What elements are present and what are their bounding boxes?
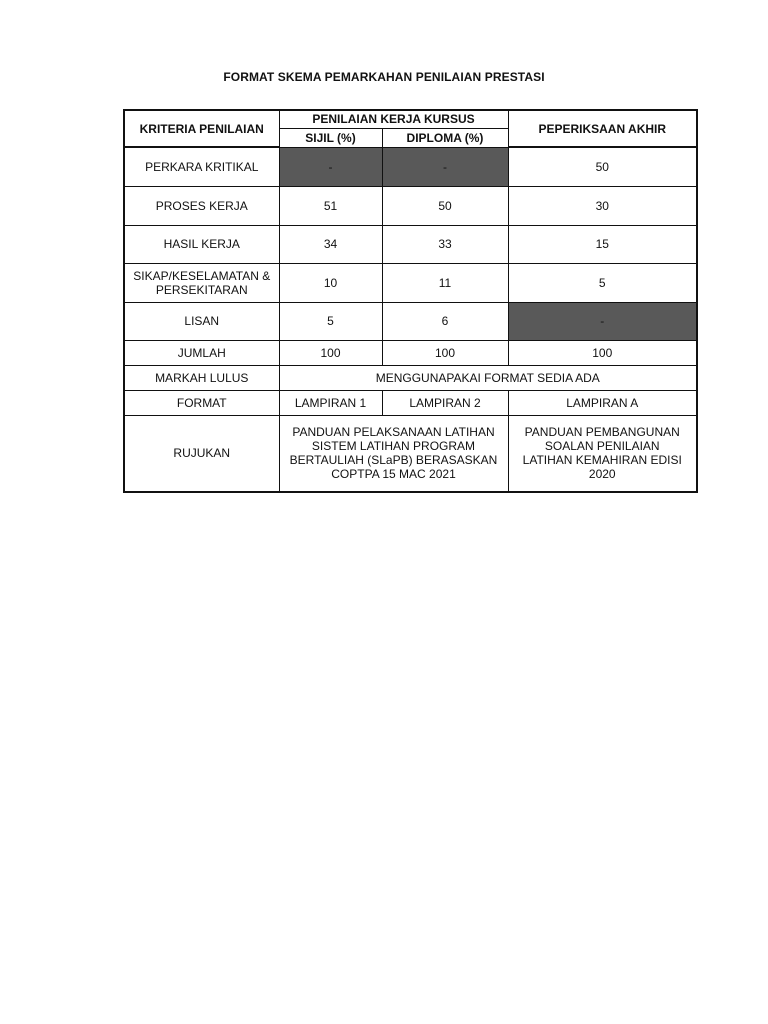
- total-final: 100: [508, 340, 697, 365]
- cell-final: -: [508, 302, 697, 340]
- cell-sijil: 34: [279, 225, 382, 263]
- total-diploma: 100: [382, 340, 508, 365]
- row-label: LISAN: [124, 302, 279, 340]
- format-label: FORMAT: [124, 390, 279, 415]
- reference-final: PANDUAN PEMBANGUNAN SOALAN PENILAIAN LATIHAN KEMAHIRAN EDISI 2020: [508, 415, 697, 492]
- cell-diploma: -: [382, 147, 508, 186]
- table-row: [124, 225, 697, 263]
- row-label: HASIL KERJA: [124, 225, 279, 263]
- total-label: JUMLAH: [124, 340, 279, 365]
- row-label: PROSES KERJA: [124, 186, 279, 225]
- header-final-exam: PEPERIKSAAN AKHIR: [508, 110, 697, 147]
- document-title: FORMAT SKEMA PEMARKAHAN PENILAIAN PRESTASI: [223, 70, 545, 84]
- pass-mark-label: MARKAH LULUS: [124, 365, 279, 390]
- cell-sijil: 5: [279, 302, 382, 340]
- table-row: [124, 263, 697, 302]
- header-row-1: [124, 110, 697, 128]
- cell-diploma: 11: [382, 263, 508, 302]
- format-row: [124, 390, 697, 415]
- marking-scheme-table: [123, 109, 698, 493]
- header-coursework: PENILAIAN KERJA KURSUS: [279, 110, 508, 128]
- header-sijil: SIJIL (%): [279, 128, 382, 147]
- header-diploma: DIPLOMA (%): [382, 128, 508, 147]
- row-label: PERKARA KRITIKAL: [124, 147, 279, 186]
- reference-label: RUJUKAN: [124, 415, 279, 492]
- format-final: LAMPIRAN A: [508, 390, 697, 415]
- cell-sijil: -: [279, 147, 382, 186]
- cell-sijil: 51: [279, 186, 382, 225]
- reference-coursework: PANDUAN PELAKSANAAN LATIHAN SISTEM LATIHAN PROGRAM BERTAULIAH (SLaPB) BERASASKAN COPTPA 15 MAC 2021: [279, 415, 508, 492]
- cell-diploma: 33: [382, 225, 508, 263]
- table-row: [124, 302, 697, 340]
- total-row: [124, 340, 697, 365]
- table-row: [124, 186, 697, 225]
- pass-mark-row: [124, 365, 697, 390]
- table-row: [124, 147, 697, 186]
- cell-final: 30: [508, 186, 697, 225]
- cell-final: 15: [508, 225, 697, 263]
- pass-mark-value: MENGGUNAPAKAI FORMAT SEDIA ADA: [279, 365, 697, 390]
- reference-row: [124, 415, 697, 492]
- format-sijil: LAMPIRAN 1: [279, 390, 382, 415]
- total-sijil: 100: [279, 340, 382, 365]
- header-criteria: KRITERIA PENILAIAN: [124, 110, 279, 147]
- cell-final: 5: [508, 263, 697, 302]
- cell-final: 50: [508, 147, 697, 186]
- cell-diploma: 50: [382, 186, 508, 225]
- format-diploma: LAMPIRAN 2: [382, 390, 508, 415]
- cell-diploma: 6: [382, 302, 508, 340]
- row-label: SIKAP/KESELAMATAN & PERSEKITARAN: [124, 263, 279, 302]
- cell-sijil: 10: [279, 263, 382, 302]
